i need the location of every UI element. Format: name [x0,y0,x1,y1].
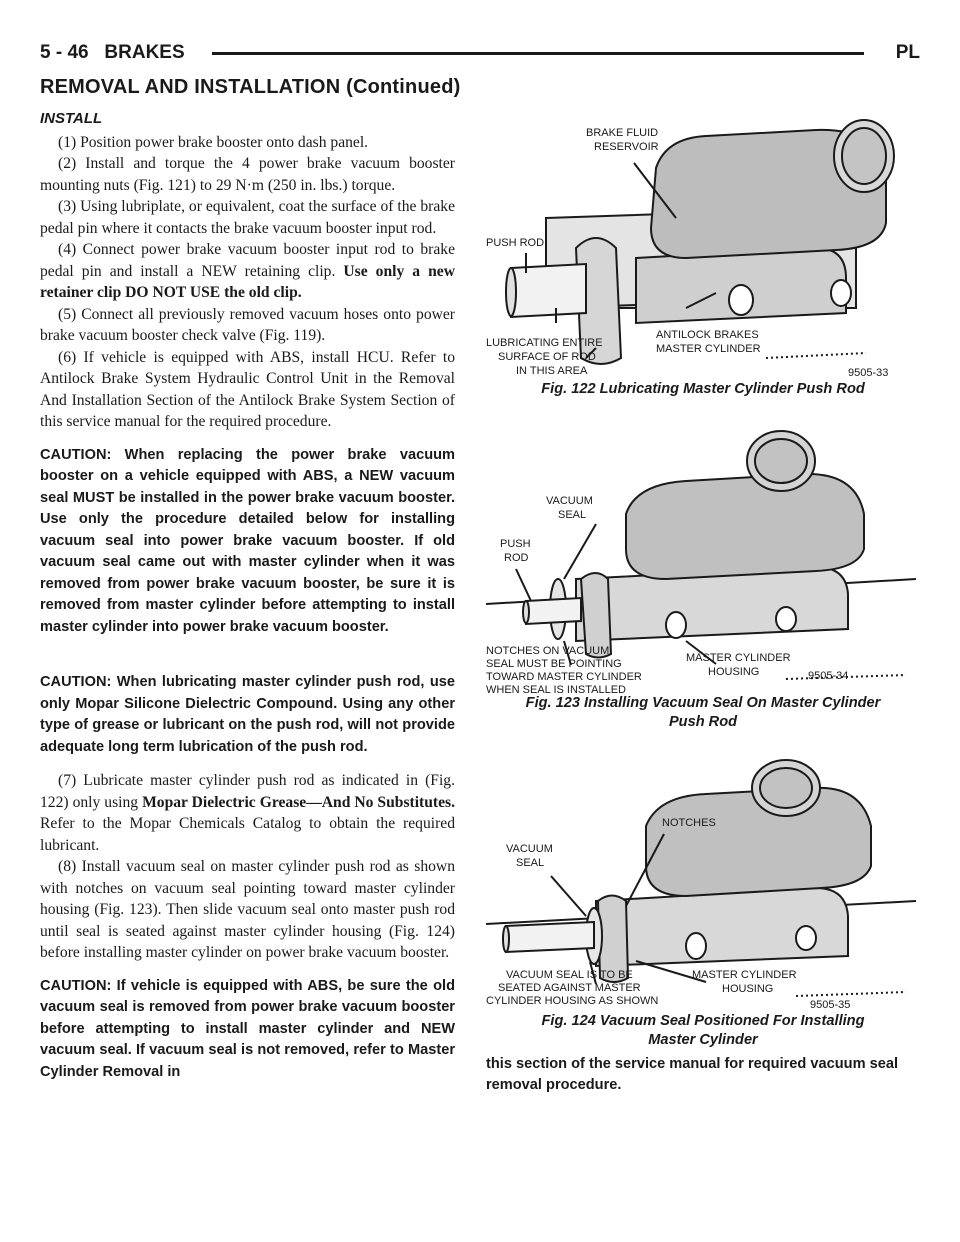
label-reservoir-2: RESERVOIR [594,141,659,153]
label-housing-1: MASTER CYLINDER [686,652,791,664]
page-reference: 5 - 46 BRAKES [40,42,185,63]
install-step-7 [40,770,455,856]
label-housing-2: HOUSING [722,983,774,995]
install-step-8: (8) Install vacuum seal on master cylinder push rod as shown with notches on vacuum seal pointing toward master cylinder housing (Fig. 123). Then slide vacuum seal onto master push rod until seal is seated against master cylinder housing (Fig. 124) before installing master cylinder on power brake vacuum booster. [40,858,455,961]
caution-lubricant: CAUTION: When lubricating master cylinder push rod, use only Mopar Silicone Dielectric Compound. Using any other type of grease or lubricant on the push rod, will not provide adequate long term lubrication of the push rod. [40,674,455,755]
label-seal-1: VACUUM [546,495,593,507]
install-step-7-tail: Refer to the Mopar Chemicals Catalog to obtain the required lubricant. [40,815,455,854]
caution-old-seal: CAUTION: If vehicle is equipped with ABS, be sure the old vacuum seal is removed from power brake vacuum booster before attempting to install master cylinder and NEW vacuum seal. If vacuum seal is not removed, refer to Master Cylinder Removal in [40,977,455,1080]
section-title: REMOVAL AND INSTALLATION (Continued) [40,76,461,98]
figure-123-caption-line-1: Fig. 123 Installing Vacuum Seal On Master Cylinder [525,695,881,711]
install-step-1: (1) Position power brake booster onto dash panel. [58,133,369,151]
label-lube-3: IN THIS AREA [516,365,588,377]
install-step-5: (5) Connect all previously removed vacuum hoses onto power brake vacuum booster check valve (Fig. 119). [40,305,455,344]
label-lube-1: LUBRICATING ENTIRE [486,337,603,349]
figure-122-caption: Fig. 122 Lubricating Master Cylinder Push Rod [541,381,865,397]
label-seal-1: VACUUM [506,843,553,855]
install-step-2: (2) Install and torque the 4 power brake vacuum booster mounting nuts (Fig. 121) to 29 N·m (250 in. lbs.) torque. [40,155,455,194]
install-step-7-text: (7) Lubricate master cylinder push rod as indicated in (Fig. 122) only using [40,772,455,811]
label-seal-2: SEAL [516,857,545,869]
left-column [40,108,455,1095]
install-step-6: (6) If vehicle is equipped with ABS, install HCU. Refer to Antilock Brake System Hydraulic Control Unit in the Removal And Installation Section of the Antilock Brake System Section of this service manual for the required procedure. [40,348,455,430]
figure-code: 9505-35 [810,999,851,1011]
label-seated-2: SEATED AGAINST MASTER [498,982,641,994]
install-step-4-text: (4) Connect power brake vacuum booster input rod to brake pedal pin and install a NEW retaining clip. [40,241,455,280]
label-reservoir-1: BRAKE FLUID [586,127,659,139]
figure-124-caption-line-1: Fig. 124 Vacuum Seal Positioned For Installing [541,1013,865,1029]
figure-123-caption-line-2: Push Rod [668,714,738,730]
figure-124 [486,756,920,1050]
header-rule [212,52,864,55]
install-step-4-warning: Use only a new retainer clip DO NOT USE the old clip. [40,262,455,301]
label-seated-3: CYLINDER HOUSING AS SHOWN [486,995,659,1007]
spacer [486,399,920,429]
vacuum-seal-illustration [486,429,920,694]
label-notch-2: SEAL MUST BE POINTING [486,658,622,670]
figure-123 [486,429,920,732]
label-lube-2: SURFACE OF ROD [498,351,596,363]
figure-code: 9505-33 [848,367,889,379]
label-pushrod: PUSH ROD [486,237,545,249]
spacer [486,732,920,756]
seated-seal-illustration [486,756,920,1012]
model-code: PL [895,42,920,63]
page-header [40,38,920,68]
spacer [40,650,455,660]
label-push-1: PUSH [500,538,531,550]
figure-122 [486,108,920,399]
label-notch-4: WHEN SEAL IS INSTALLED [486,684,626,694]
label-notch-3: TOWARD MASTER CYLINDER [486,671,642,683]
label-housing-1: MASTER CYLINDER [692,969,797,981]
install-step-7-product: Mopar Dielectric Grease—And No Substitutes. [142,793,455,811]
caution-abs-vacuum-seal: CAUTION: When replacing the power brake vacuum booster on a vehicle equipped with ABS, a NEW vacuum seal MUST be installed in the power brake vacuum booster. Use only the procedure detailed below for installing vacuum seal into power brake vacuum booster. If old vacuum seal came out with master cylinder when it was removed from power brake vacuum booster, be sure it is removed from master cylinder before attempting to install master cylinder into power brake vacuum booster. [40,446,455,635]
continued-text: this section of the service manual for required vacuum seal removal procedure. [486,1056,899,1093]
label-abs-1: ANTILOCK BRAKES [656,329,759,341]
label-push-2: ROD [504,552,529,564]
master-cylinder-pushrod-illustration [486,108,920,380]
label-abs-2: MASTER CYLINDER [656,343,761,355]
install-step-4 [40,239,455,304]
label-seal-2: SEAL [558,509,587,521]
right-column [486,108,920,1096]
label-notch-1: NOTCHES ON VACUUM [486,645,610,657]
install-heading: INSTALL [40,110,103,127]
label-housing-2: HOUSING [708,666,760,678]
figure-124-caption-line-2: Master Cylinder [648,1032,758,1048]
label-seated-1: VACUUM SEAL IS TO BE [506,969,633,981]
install-step-3: (3) Using lubriplate, or equivalent, coat the surface of the brake pedal pin where it contacts the brake vacuum booster input rod. [40,198,455,237]
label-notches: NOTCHES [662,817,716,829]
figure-code: 9505-34 [808,670,849,682]
